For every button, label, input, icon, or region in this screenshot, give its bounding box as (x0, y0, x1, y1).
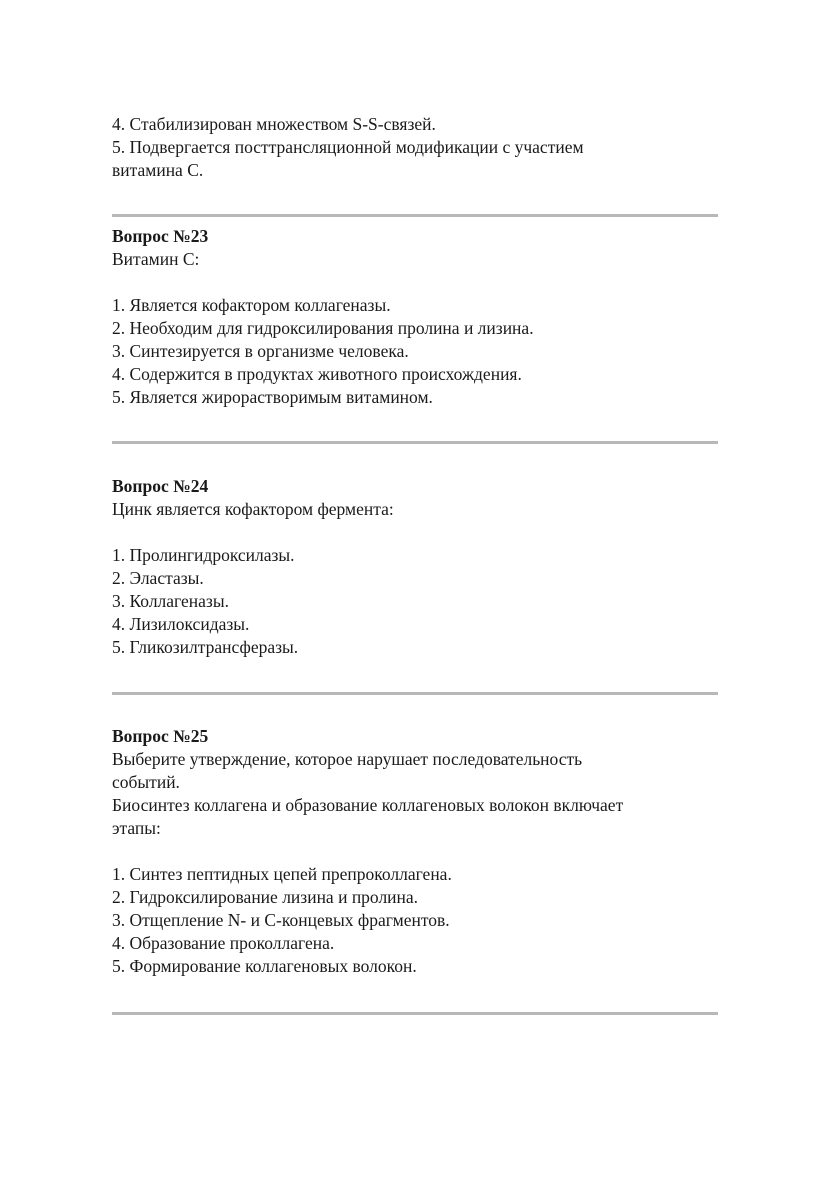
option-item: 4. Образование проколлагена. (112, 933, 335, 953)
question-prompt: Цинк является кофактором фермента: (112, 499, 394, 519)
option-item: 1. Пролингидроксилазы. (112, 545, 295, 565)
question-24 (112, 475, 718, 659)
option-item: 5. Гликозилтрансферазы. (112, 637, 299, 657)
prev-question-tail (112, 113, 718, 182)
question-prompt: этапы: (112, 818, 161, 838)
option-item: 4. Содержится в продуктах животного происхождения. (112, 364, 522, 384)
question-title: Вопрос №23 (112, 226, 209, 246)
divider (112, 214, 718, 217)
option-item: 2. Гидроксилирование лизина и пролина. (112, 887, 419, 907)
option-item: 2. Необходим для гидроксилирования пролина и лизина. (112, 318, 534, 338)
question-prompt: событий. (112, 772, 180, 792)
option-item: 1. Является кофактором коллагеназы. (112, 295, 391, 315)
question-25 (112, 725, 718, 978)
divider (112, 441, 718, 444)
option-item: 2. Эластазы. (112, 568, 204, 588)
document-page (112, 113, 718, 1015)
option-item: витамина С. (112, 160, 204, 180)
option-item: 3. Коллагеназы. (112, 591, 229, 611)
option-item: 1. Синтез пептидных цепей препроколлагена. (112, 864, 452, 884)
question-prompt: Выберите утверждение, которое нарушает последовательность (112, 749, 583, 769)
option-item: 3. Синтезируется в организме человека. (112, 341, 409, 361)
divider (112, 692, 718, 695)
question-prompt: Биосинтез коллагена и образование коллагеновых волокон включает (112, 795, 624, 815)
question-23 (112, 225, 718, 409)
question-title: Вопрос №24 (112, 476, 209, 496)
option-item: 5. Формирование коллагеновых волокон. (112, 956, 417, 976)
question-prompt: Витамин С: (112, 249, 200, 269)
option-item: 5. Является жирорастворимым витамином. (112, 387, 433, 407)
option-item: 4. Лизилоксидазы. (112, 614, 250, 634)
divider (112, 1012, 718, 1015)
option-item: 3. Отщепление N- и С-концевых фрагментов. (112, 910, 450, 930)
option-item: 5. Подвергается посттрансляционной модификации с участием (112, 137, 584, 157)
question-title: Вопрос №25 (112, 726, 209, 746)
option-item: 4. Стабилизирован множеством S-S-связей. (112, 114, 436, 134)
